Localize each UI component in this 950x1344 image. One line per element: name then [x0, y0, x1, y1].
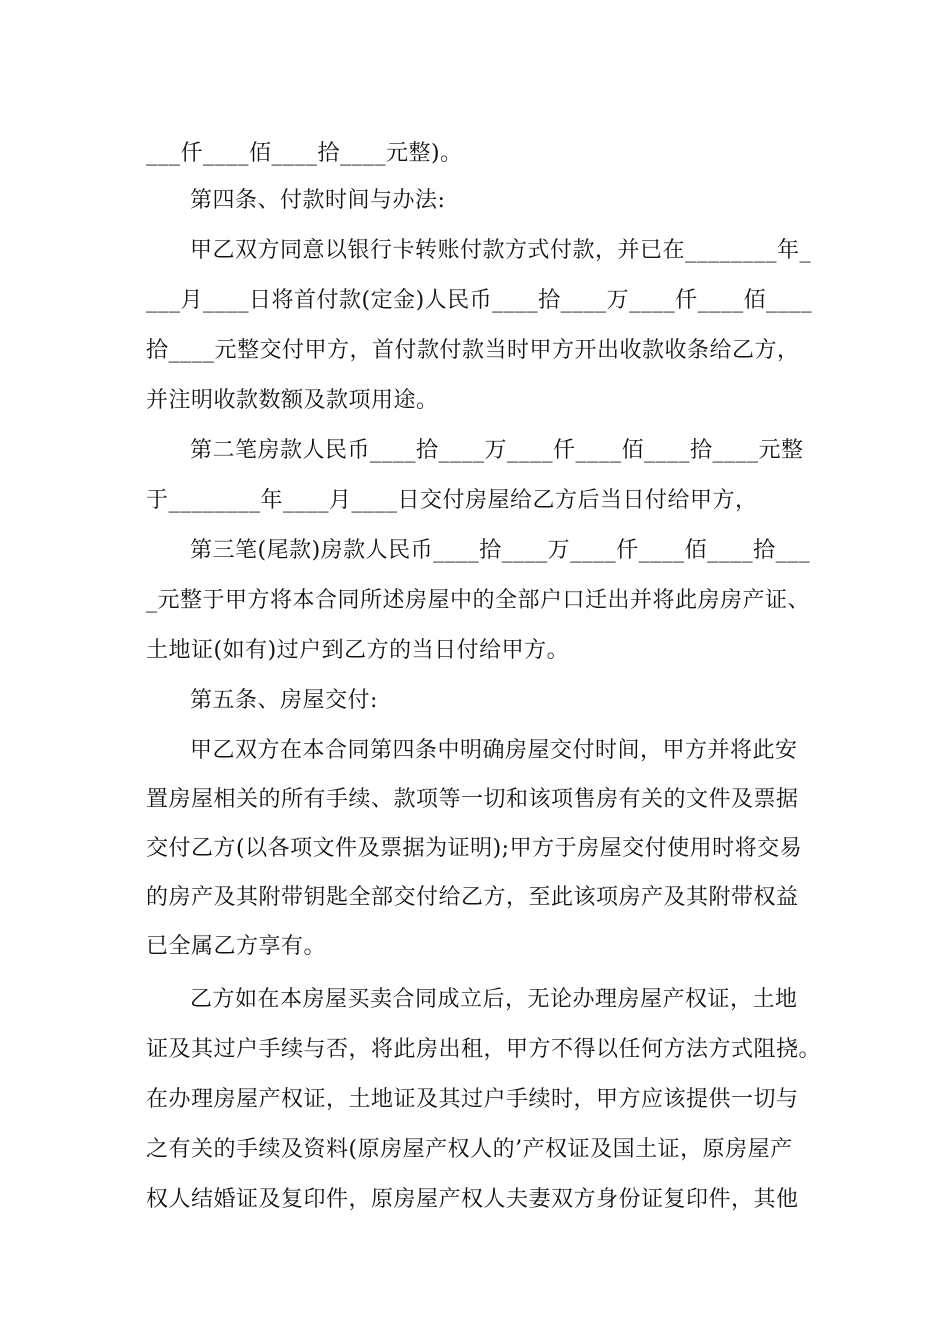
text-line-9: 第三笔(尾款)房款人民币____拾____万____仟____佰____拾___	[190, 538, 811, 563]
text-line-18: 乙方如在本房屋买卖合同成立后，无论办理房屋产权证，土地	[190, 987, 798, 1012]
text-line-21: 之有关的手续及资料(原房屋产权人的’产权证及国土证，原房屋产	[146, 1137, 793, 1162]
text-line-8: 于________年____月____日交付房屋给乙方后当日付给甲方，	[146, 488, 758, 513]
text-line-7: 第二笔房款人民币____拾____万____仟____佰____拾____元整	[190, 438, 804, 463]
text-line-1: ___仟____佰____拾____元整)。	[146, 141, 463, 166]
text-line-17: 已全属乙方享有。	[146, 934, 327, 959]
text-line-16: 的房产及其附带钥匙全部交付给乙方，至此该项房产及其附带权益	[146, 885, 799, 910]
text-line-5: 拾____元整交付甲方，首付款付款当时甲方开出收款收条给乙方，	[146, 338, 800, 363]
section-heading-4: 第四条、付款时间与办法:	[190, 188, 446, 213]
text-line-20: 在办理房屋产权证，土地证及其过户手续时，甲方应该提供一切与	[146, 1087, 799, 1112]
text-line-11: 土地证(如有)过户到乙方的当日付给甲方。	[146, 638, 570, 663]
text-line-19: 证及其过户手续与否，将此房出租，甲方不得以任何方法方式阻挠。	[146, 1037, 822, 1062]
text-line-10: _元整于甲方将本合同所述房屋中的全部户口迁出并将此房房产证、	[146, 588, 811, 613]
text-line-6: 并注明收款数额及款项用途。	[146, 388, 439, 413]
text-line-4: ___月____日将首付款(定金)人民币____拾____万____仟____佰____	[146, 288, 813, 313]
text-line-22: 权人结婚证及复印件，原房屋产权人夫妻双方身份证复印件，其他	[146, 1187, 799, 1212]
text-line-15: 交付乙方(以各项文件及票据为证明);甲方于房屋交付使用时将交易	[146, 836, 803, 861]
text-line-13: 甲乙双方在本合同第四条中明确房屋交付时间，甲方并将此安	[190, 738, 798, 763]
section-heading-5: 第五条、房屋交付:	[190, 688, 378, 713]
text-line-3: 甲乙双方同意以银行卡转账付款方式付款，并已在________年_	[190, 238, 812, 263]
text-line-14: 置房屋相关的所有手续、款项等一切和该项售房有关的文件及票据	[146, 787, 799, 812]
